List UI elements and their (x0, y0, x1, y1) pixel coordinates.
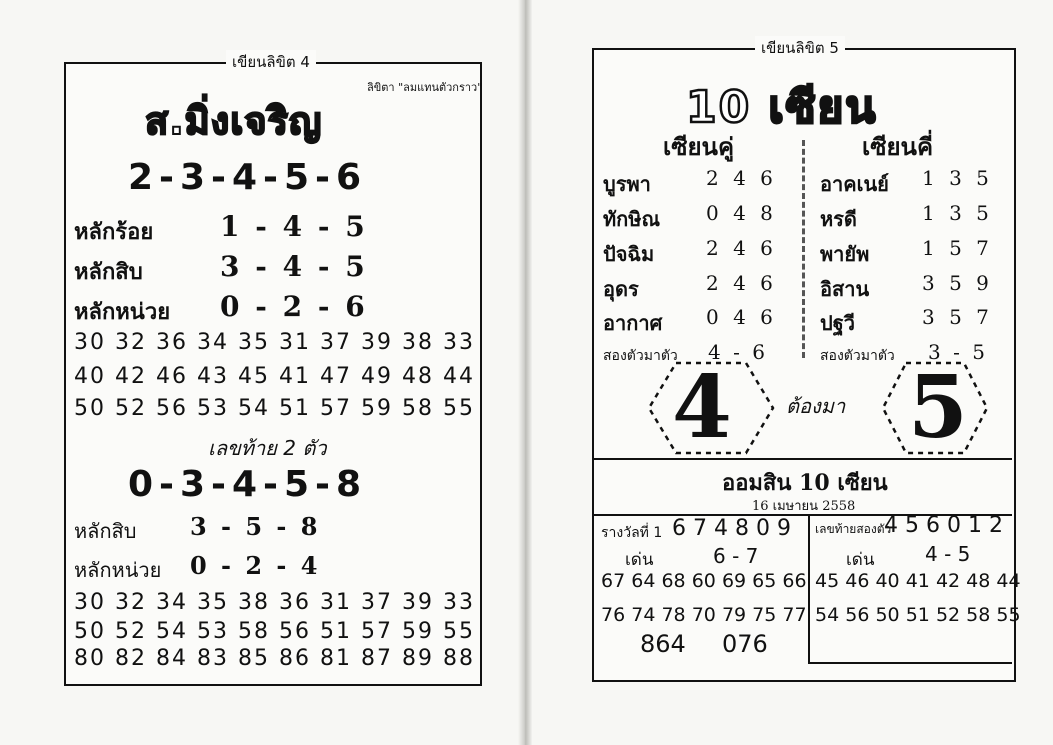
three-digit-a: 864 (640, 630, 686, 658)
odd-row-digits-1: 1 3 5 (922, 166, 993, 190)
hexagon-left-digit: 4 (672, 357, 732, 458)
must-come-label: ต้องมา (786, 394, 846, 418)
even-row-digits-1: 2 4 6 (706, 166, 777, 190)
hexagon-right-digit: 5 (908, 357, 968, 458)
even-heading: เซียนคู่ (663, 133, 735, 161)
first-prize-label: รางวัลที่ 1 (601, 525, 663, 541)
even-two-value: 4 - 6 (708, 340, 768, 364)
even-row-name-5: อากาศ (603, 311, 663, 335)
focus-label-left: เด่น (625, 550, 654, 570)
grid1-row-1: 30 32 36 34 35 31 37 39 38 33 (74, 330, 475, 355)
grid1-row-3: 50 52 56 53 54 51 57 59 58 55 (74, 396, 475, 421)
even-row-name-4: อุดร (603, 277, 639, 301)
hundreds-value: 1 - 4 - 5 (220, 210, 368, 243)
right-number-row-2: 54 56 50 51 52 58 55 (815, 604, 1021, 626)
odd-heading: เซียนคี่ (862, 133, 934, 161)
hundreds-label: หลักร้อย (74, 220, 154, 245)
odd-two-label: สองตัวมาตัว (820, 348, 895, 364)
summary-date: 16 เมษายน 2558 (752, 499, 856, 514)
odd-two-value: 3 - 5 (928, 340, 988, 364)
even-row-digits-2: 0 4 8 (706, 201, 777, 225)
summary-title: ออมสิน 10 เซียน (722, 470, 888, 496)
grid2-row-1: 30 32 34 35 38 36 31 37 39 33 (74, 590, 475, 615)
odd-row-name-4: อิสาน (820, 277, 870, 301)
odd-row-digits-5: 3 5 7 (922, 305, 993, 329)
even-row-name-2: ทักษิณ (603, 207, 661, 231)
units-label: หลักหน่วย (74, 300, 171, 325)
grid2-row-3: 80 82 84 83 85 86 81 87 89 88 (74, 646, 475, 671)
units2-label: หลักหน่วย (74, 558, 162, 582)
odd-row-digits-2: 1 3 5 (922, 201, 993, 225)
grid2-row-2: 50 52 54 53 58 56 51 57 59 55 (74, 619, 475, 644)
focus-value-right: 4 - 5 (925, 542, 971, 566)
even-row-digits-3: 2 4 6 (706, 236, 777, 260)
tens2-value: 3 - 5 - 8 (190, 512, 321, 541)
credit-text: ลิขิตา "ลมแทนตัวกราว" (367, 81, 483, 94)
two-digit-label: เลขท้าย 2 ตัว (208, 436, 327, 460)
column-divider (802, 140, 805, 358)
even-two-label: สองตัวมาตัว (603, 348, 678, 364)
tens2-label: หลักสิบ (74, 519, 137, 543)
summary-bottom-rule (808, 662, 1012, 664)
odd-row-name-1: อาคเนย์ (820, 172, 889, 196)
main-digits: 2-3-4-5-6 (128, 157, 368, 198)
grid1-row-2: 40 42 46 43 45 41 47 49 48 44 (74, 364, 475, 389)
summary-top-rule (594, 458, 1012, 460)
odd-row-digits-3: 1 5 7 (922, 236, 993, 260)
focus-value-left: 6 - 7 (713, 544, 759, 568)
book-spine (518, 0, 532, 745)
last-two-label: เลขท้ายสองตัว (815, 522, 892, 536)
right-header: เขียนลิขิต 5 (755, 36, 845, 60)
even-row-digits-5: 0 4 6 (706, 305, 777, 329)
even-row-name-3: ปัจฉิม (603, 242, 655, 266)
even-row-digits-4: 2 4 6 (706, 271, 777, 295)
odd-row-name-2: หรดี (820, 207, 857, 231)
three-digit-b: 076 (722, 630, 768, 658)
first-prize-value: 6 7 4 8 0 9 (672, 516, 791, 541)
units2-value: 0 - 2 - 4 (190, 551, 321, 580)
two-digit-digits: 0-3-4-5-8 (128, 464, 368, 505)
last-two-value: 4 5 6 0 1 2 (884, 513, 1003, 538)
left-number-row-1: 67 64 68 60 69 65 66 (601, 570, 807, 592)
tens-label: หลักสิบ (74, 260, 143, 285)
right-number-row-1: 45 46 40 41 42 48 44 (815, 570, 1021, 592)
odd-row-name-5: ปฐวี (820, 311, 855, 335)
odd-row-name-3: พายัพ (820, 242, 870, 266)
right-title: 10 เซียน (686, 82, 878, 133)
left-title: ส.มิ่งเจริญ (145, 99, 323, 143)
focus-label-right: เด่น (846, 550, 875, 570)
left-number-row-2: 76 74 78 70 79 75 77 (601, 604, 807, 626)
summary-col-divider (808, 514, 810, 662)
tens-value: 3 - 4 - 5 (220, 250, 368, 283)
odd-row-digits-4: 3 5 9 (922, 271, 993, 295)
left-header: เขียนลิขิต 4 (226, 50, 316, 74)
even-row-name-1: บูรพา (603, 172, 651, 196)
units-value: 0 - 2 - 6 (220, 290, 368, 323)
